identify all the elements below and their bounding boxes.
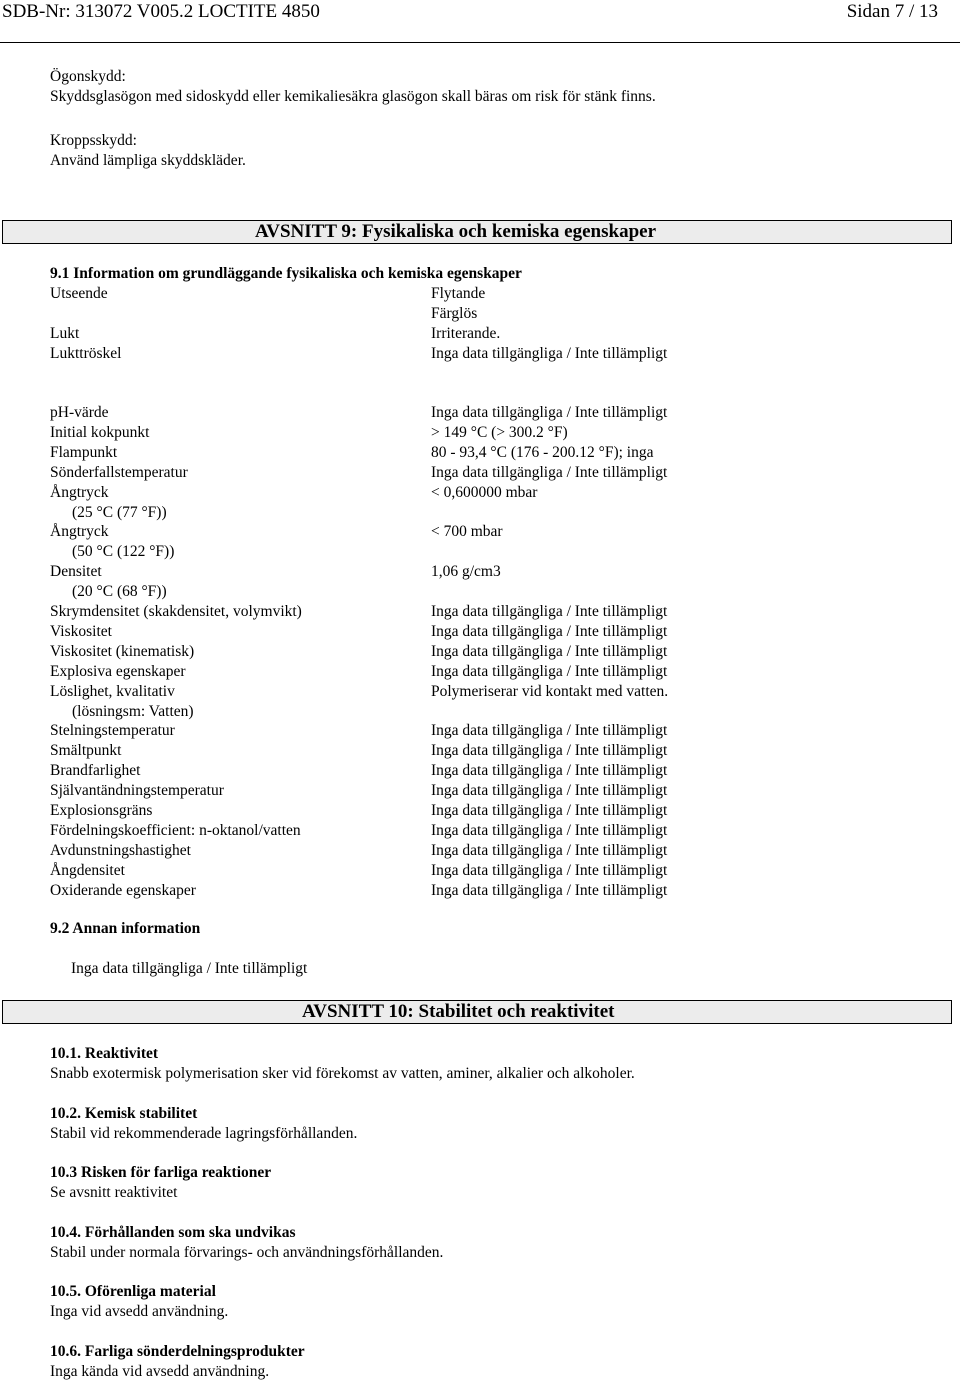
section-10-item-heading: 10.3 Risken för farliga reaktioner (50, 1164, 272, 1181)
document-header-left: SDB-Nr: 313072 V005.2 LOCTITE 4850 (2, 1, 320, 22)
section-10-item-heading: 10.2. Kemisk stabilitet (50, 1104, 198, 1122)
property-value: Irriterande. (431, 324, 501, 342)
property-value: Inga data tillgängliga / Inte tillämpligt (431, 642, 668, 660)
property-value: Inga data tillgängliga / Inte tillämpligt (431, 622, 668, 640)
property-label: (25 °C (77 °F)) (72, 503, 167, 521)
property-value: Polymeriserar vid kontakt med vatten. (431, 682, 669, 700)
property-label: (lösningsm: Vatten) (72, 702, 194, 720)
property-label: Smältpunkt (50, 742, 122, 760)
property-label: Stelningstemperatur (50, 722, 175, 740)
property-label: (20 °C (68 °F)) (72, 583, 167, 601)
property-value: Inga data tillgängliga / Inte tillämpligt (431, 881, 668, 899)
eye-protection-label: Ögonskydd: (50, 68, 126, 85)
subsection-9-1-heading: 9.1 Information om grundläggande fysikaliska och kemiska egenskaper (50, 265, 522, 282)
property-label: Utseende (50, 285, 108, 302)
property-label: Oxiderande egenskaper (50, 881, 196, 899)
property-value: Inga data tillgängliga / Inte tillämpligt (431, 742, 668, 760)
section-10-item-text: Inga vid avsedd användning. (50, 1303, 229, 1320)
property-label: Ångtryck (50, 483, 109, 501)
property-value: Inga data tillgängliga / Inte tillämpligt (431, 463, 668, 481)
eye-protection-text: Skyddsglasögon med sidoskydd eller kemikaliesäkra glasögon skall bäras om risk för stänk finns. (50, 88, 656, 105)
property-label: Skrymdensitet (skakdensitet, volymvikt) (50, 603, 302, 620)
property-label: Sönderfallstemperatur (50, 463, 188, 481)
section-10-title: AVSNITT 10: Stabilitet och reaktivitet (302, 1001, 615, 1022)
property-value: Inga data tillgängliga / Inte tillämpligt (431, 782, 668, 800)
section-9-header (2, 220, 952, 244)
body-protection-text: Använd lämpliga skyddskläder. (50, 152, 246, 169)
property-label: Explosionsgräns (50, 802, 153, 819)
property-label: Brandfarlighet (50, 762, 141, 780)
property-label: Explosiva egenskaper (50, 662, 186, 680)
property-value: Inga data tillgängliga / Inte tillämpligt (431, 861, 668, 879)
section-9-title: AVSNITT 9: Fysikaliska och kemiska egenskaper (255, 221, 657, 242)
property-label: (50 °C (122 °F)) (72, 543, 175, 561)
property-value: Inga data tillgängliga / Inte tillämpligt (431, 344, 668, 362)
property-value: < 700 mbar (431, 523, 503, 541)
property-value: 1,06 g/cm3 (431, 563, 501, 581)
property-value: Inga data tillgängliga / Inte tillämpligt (431, 404, 668, 421)
property-label: Viskositet (kinematisk) (50, 642, 195, 660)
page-number: Sidan 7 / 13 (846, 1, 938, 22)
section-10-header (2, 1000, 952, 1024)
property-label: Initial kokpunkt (50, 423, 150, 441)
property-value: 80 - 93,4 °C (176 - 200.12 °F); inga (431, 443, 654, 461)
body-protection-label: Kroppsskydd: (50, 132, 137, 149)
property-label: Densitet (50, 563, 102, 581)
section-10-item-heading: 10.6. Farliga sönderdelningsprodukter (50, 1342, 305, 1360)
property-label: Viskositet (50, 622, 112, 640)
property-value: Inga data tillgängliga / Inte tillämpligt (431, 662, 668, 680)
property-label: Löslighet, kvalitativ (50, 682, 175, 700)
property-label: Lukt (50, 324, 80, 342)
property-value: Inga data tillgängliga / Inte tillämpligt (431, 762, 668, 780)
section-10-item-text: Stabil under normala förvarings- och användningsförhållanden. (50, 1243, 444, 1261)
property-value: Inga data tillgängliga / Inte tillämpligt (431, 821, 668, 839)
property-label: Ångtryck (50, 523, 109, 541)
property-label: Självantändningstemperatur (50, 782, 224, 800)
property-value: > 149 °C (> 300.2 °F) (431, 423, 568, 441)
property-value: Flytande (431, 285, 486, 302)
property-value: < 0,600000 mbar (431, 483, 538, 501)
property-label: Avdunstningshastighet (50, 841, 191, 859)
property-label: Lukttröskel (50, 344, 122, 362)
property-value: Inga data tillgängliga / Inte tillämpligt (431, 841, 668, 859)
section-10-item-text: Snabb exotermisk polymerisation sker vid förekomst av vatten, aminer, alkalier och alkoholer. (50, 1065, 635, 1082)
property-value: Inga data tillgängliga / Inte tillämpligt (431, 722, 668, 740)
property-label: Fördelningskoefficient: n-oktanol/vatten (50, 821, 301, 839)
property-value: Inga data tillgängliga / Inte tillämpligt (431, 802, 668, 819)
subsection-9-2-heading: 9.2 Annan information (50, 920, 201, 937)
section-10-item-text: Inga kända vid avsedd användning. (50, 1362, 270, 1380)
section-10-item-text: Stabil vid rekommenderade lagringsförhållanden. (50, 1124, 358, 1142)
section-10-item-heading: 10.4. Förhållanden som ska undvikas (50, 1223, 296, 1241)
section-10-item-text: Se avsnitt reaktivitet (50, 1184, 178, 1201)
property-label: Ångdensitet (50, 861, 125, 879)
header-divider (0, 42, 960, 43)
property-label: Flampunkt (50, 443, 118, 461)
property-value: Inga data tillgängliga / Inte tillämpligt (431, 603, 668, 620)
property-label: pH-värde (50, 404, 109, 421)
section-10-item-heading: 10.5. Oförenliga material (50, 1283, 216, 1300)
subsection-9-2-text: Inga data tillgängliga / Inte tillämpligt (71, 960, 308, 977)
section-10-item-heading: 10.1. Reaktivitet (50, 1045, 159, 1062)
property-value: Färglös (431, 304, 478, 322)
